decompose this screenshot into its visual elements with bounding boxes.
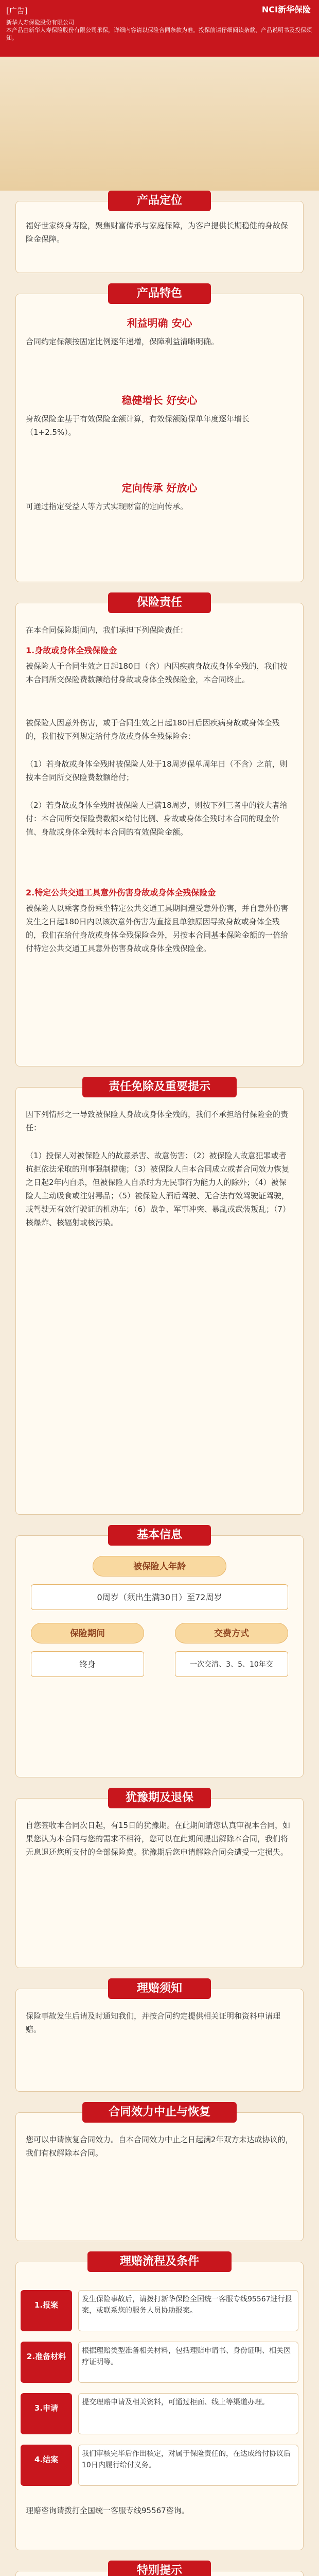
exclusion-list: （1）投保人对被保险人的故意杀害、故意伤害；（2）被保险人故意犯罪或者抗拒依法采取的刑事强制措施；（3）被保险人自本合同成立或者合同效力恢复之日起2年内自杀，但被保险人自杀时为无民事行为能力人的除外；（4）被保险人主动吸食或注射毒品；（5）被保险人酒后驾驶、无合法有效驾驶证驾驶，或驾驶无有效行驶证的机动车；（6）战争、军事冲突、暴乱或武装叛乱；（7）核爆炸、核辐射或核污染。 [26, 1151, 291, 1227]
claim-step-1 [21, 2287, 298, 2334]
liability-p3: （1）若身故或身体全残时被保险人处于18周岁保单周年日（不含）之前，则按本合同所交保险费数额给付； [26, 759, 288, 782]
feature-3: 定向传承 好放心 [121, 482, 198, 494]
notice-text: 本产品由新华人寿保险股份有限公司承保，详细内容请以保险合同条款为准。投保前请仔细阅读条款、产品说明书及投保须知。 [6, 27, 312, 41]
age-label: 被保险人年龄 [93, 1556, 226, 1577]
liability-title: 保险责任 [108, 592, 211, 613]
claim-step-2 [21, 2339, 298, 2385]
effect-card [15, 2112, 304, 2241]
feature-3-text: 可通过指定受益人等方式实现财富的定向传承。 [26, 502, 188, 511]
step-text: 根据理赔类型准备相关材料，包括理赔申请书、身份证明、相关医疗证明等。 [78, 2342, 298, 2383]
claim-card [15, 1989, 304, 2092]
liability-p2: 被保险人因意外伤害，或于合同生效之日起180日后因疾病身故或身体全残的，我们按下列规定给付身故或身体全残保险金： [26, 718, 280, 741]
liability-heading-1: 1.身故或身体全残保险金 [26, 646, 117, 655]
feature-1: 利益明确 安心 [127, 317, 192, 329]
cooling-title: 犹豫期及退保 [108, 1788, 211, 1808]
exclusion-intro: 因下列情形之一导致被保险人身故或身体全残的，我们不承担给付保险金的责任： [26, 1110, 289, 1132]
liability-heading-2: 2.特定公共交通工具意外伤害身故或身体全残保险金 [26, 888, 216, 897]
step-label: 3.申请 [21, 2393, 72, 2434]
positioning-text: 福好世家终身寿险，聚焦财富传承与家庭保障，为客户提供长期稳健的身故保险金保障。 [26, 221, 289, 244]
company-name: 新华人寿保险股份有限公司 [6, 19, 74, 26]
claim-title: 理赔须知 [108, 1978, 211, 1999]
feature-1-text: 合同约定保额按固定比例逐年递增，保障利益清晰明确。 [26, 337, 219, 346]
step-label: 2.准备材料 [21, 2342, 72, 2383]
effect-title: 合同效力中止与恢复 [82, 2102, 237, 2123]
exclusion-title: 责任免除及重要提示 [82, 1077, 237, 1097]
step-text: 我们审核完毕后作出核定，对属于保险责任的，在达成给付协议后10日内履行给付义务。 [78, 2445, 298, 2486]
claim-step-3 [21, 2391, 298, 2437]
brand-logo: NCI新华保险 [261, 5, 311, 14]
step-text: 提交理赔申请及相关资料，可通过柜面、线上等渠道办理。 [78, 2393, 298, 2434]
claim-step-4 [21, 2442, 298, 2488]
claim-text: 保险事故发生后请及时通知我们，并按合同约定提供相关证明和资料申请理赔。 [26, 2011, 281, 2034]
step-text: 发生保险事故后，请拨打新华保险全国统一客服专线95567进行报案，或联系您的服务人员协助报案。 [78, 2290, 298, 2331]
effect-text: 您可以申请恢复合同效力。自本合同效力中止之日起满2年双方未达成协议的，我们有权解除本合同。 [26, 2135, 293, 2158]
pay-label: 交费方式 [175, 1623, 288, 1643]
cooling-text: 自您签收本合同次日起，有15日的犹豫期。在此期间请您认真审视本合同，如果您认为本合同与您的需求不相符，您可以在此期间提出解除本合同，我们将无息退还您所支付的全部保险费。犹豫期后您申请解除合同会遭受一定损失。 [26, 1821, 291, 1857]
step-label: 4.结案 [21, 2445, 72, 2486]
hotline-text: 理赔咨询请拨打全国统一客服专线95567咨询。 [26, 2506, 189, 2515]
period-label: 保险期间 [31, 1623, 144, 1643]
ad-label: [广告] [6, 6, 28, 15]
liability-p5: 被保险人以乘客身份乘坐特定公共交通工具期间遭受意外伤害，并自意外伤害发生之日起180日内以该次意外伤害为直接且单独原因导致身故或身体全残的，我们在给付身故或身体全残保险金外，另按本合同基本保险金额的一倍给付特定公共交通工具意外伤害身故或身体全残保险金。 [26, 904, 289, 953]
features-title: 产品特色 [108, 283, 211, 304]
hero-banner [0, 57, 319, 191]
liability-p1: 被保险人于合同生效之日起180日（含）内因疾病身故或身体全残的，我们按本合同所交保险费数额给付身故或身体全残保险金，本合同终止。 [26, 662, 288, 684]
basic-title: 基本信息 [108, 1525, 211, 1546]
notice-title: 特别提示 [108, 2561, 211, 2576]
liability-intro: 在本合同保险期间内，我们承担下列保险责任： [26, 625, 188, 635]
period-value: 终身 [31, 1651, 144, 1677]
claim-process-title: 理赔流程及条件 [87, 2251, 232, 2272]
header-notice [6, 19, 313, 42]
step-label: 1.报案 [21, 2290, 72, 2331]
header [0, 0, 319, 57]
age-value: 0周岁（须出生满30日）至72周岁 [31, 1584, 288, 1610]
positioning-title: 产品定位 [108, 191, 211, 211]
pay-value: 一次交清、3、5、10年交 [175, 1651, 288, 1677]
feature-2: 稳健增长 好安心 [121, 394, 198, 406]
feature-2-text: 身故保险金基于有效保险金额计算，有效保额随保单年度逐年增长（1+2.5%）。 [26, 414, 250, 437]
liability-p4: （2）若身故或身体全残时被保险人已满18周岁，则按下列三者中的较大者给付：本合同所交保险费数额×给付比例、身故或身体全残时本合同的现金价值、身故或身体全残时本合同的有效保险金额。 [26, 801, 288, 837]
